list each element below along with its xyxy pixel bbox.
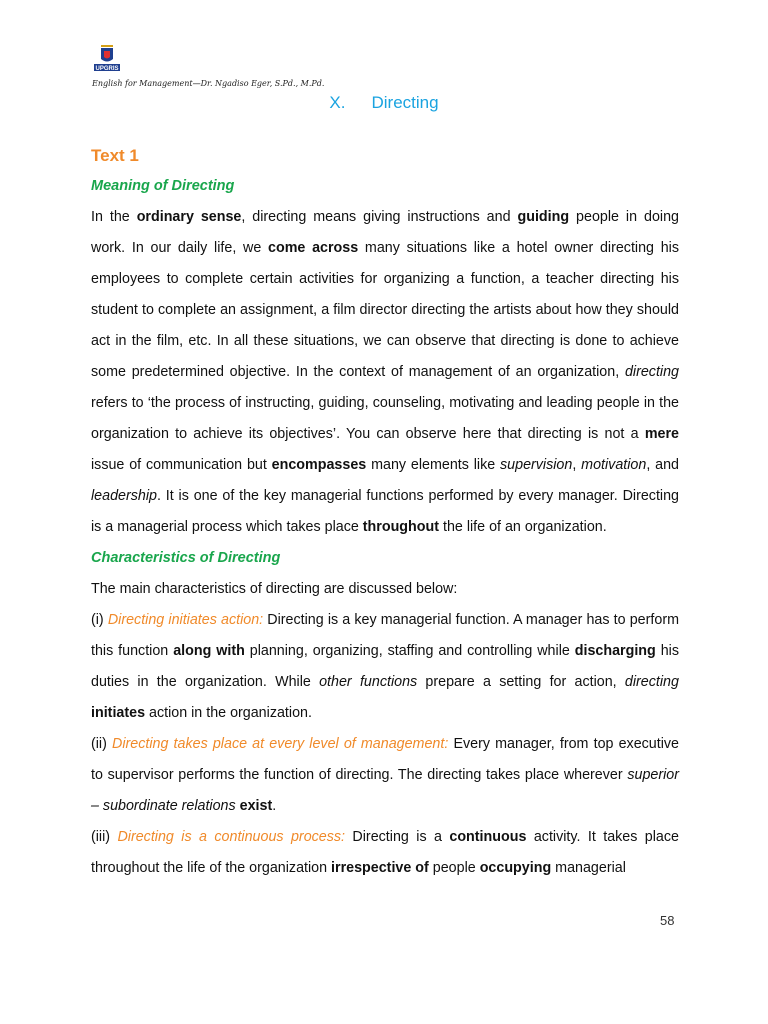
chapter-number: X. (329, 93, 346, 112)
characteristics-intro: The main characteristics of directing are discussed below: (91, 581, 458, 597)
page-number: 58 (660, 913, 675, 928)
logo-text: UPGRIS (95, 66, 119, 72)
characteristic-item-3: (iii) Directing is a continuous process: Directing is a continuous activity. It takes place throughout the life of the organization irrespective of people occupying managerial (91, 829, 679, 876)
running-head: English for Management—Dr. Ngadiso Eger, S.Pd., M.Pd. (92, 79, 325, 88)
chapter-title (0, 93, 768, 113)
section-heading-characteristics: Characteristics of Directing (91, 550, 281, 566)
chapter-title-text: Directing (371, 93, 439, 112)
characteristic-item-2: (ii) Directing takes place at every level of management: Every manager, from top executive to supervisor performs the function of directing. The directing takes place wherever superior – subordinate relations exist. (91, 736, 679, 814)
characteristic-item-1: (i) Directing initiates action: Directing is a key managerial function. A manager has to perform this function along with planning, organizing, staffing and controlling while discharging his duties in the organization. While other functions prepare a setting for action, directing initiates action in the organization. (91, 612, 679, 721)
meaning-paragraph: In the ordinary sense, directing means giving instructions and guiding people in doing work. In our daily life, we come across many situations like a hotel owner directing his employees to complete certain activities for organizing a function, a teacher directing his student to complete an assignment, a film director directing the artists about how they should act in the film, etc. In all these situations, we can observe that directing is done to achieve some predetermined objective. In the context of management of an organization, directing refers to ‘the process of instructing, guiding, counseling, motivating and leading people in the organization to achieve its objectives’. You can observe here that directing is not a mere issue of communication but encompasses many elements like supervision, motivation, and leadership. It is one of the key managerial functions performed by every manager. Directing is a managerial process which takes place throughout the life of an organization. (91, 209, 680, 535)
document-body (91, 140, 679, 884)
university-logo (92, 44, 122, 74)
section-heading-meaning: Meaning of Directing (91, 178, 235, 194)
text-heading: Text 1 (91, 146, 139, 165)
